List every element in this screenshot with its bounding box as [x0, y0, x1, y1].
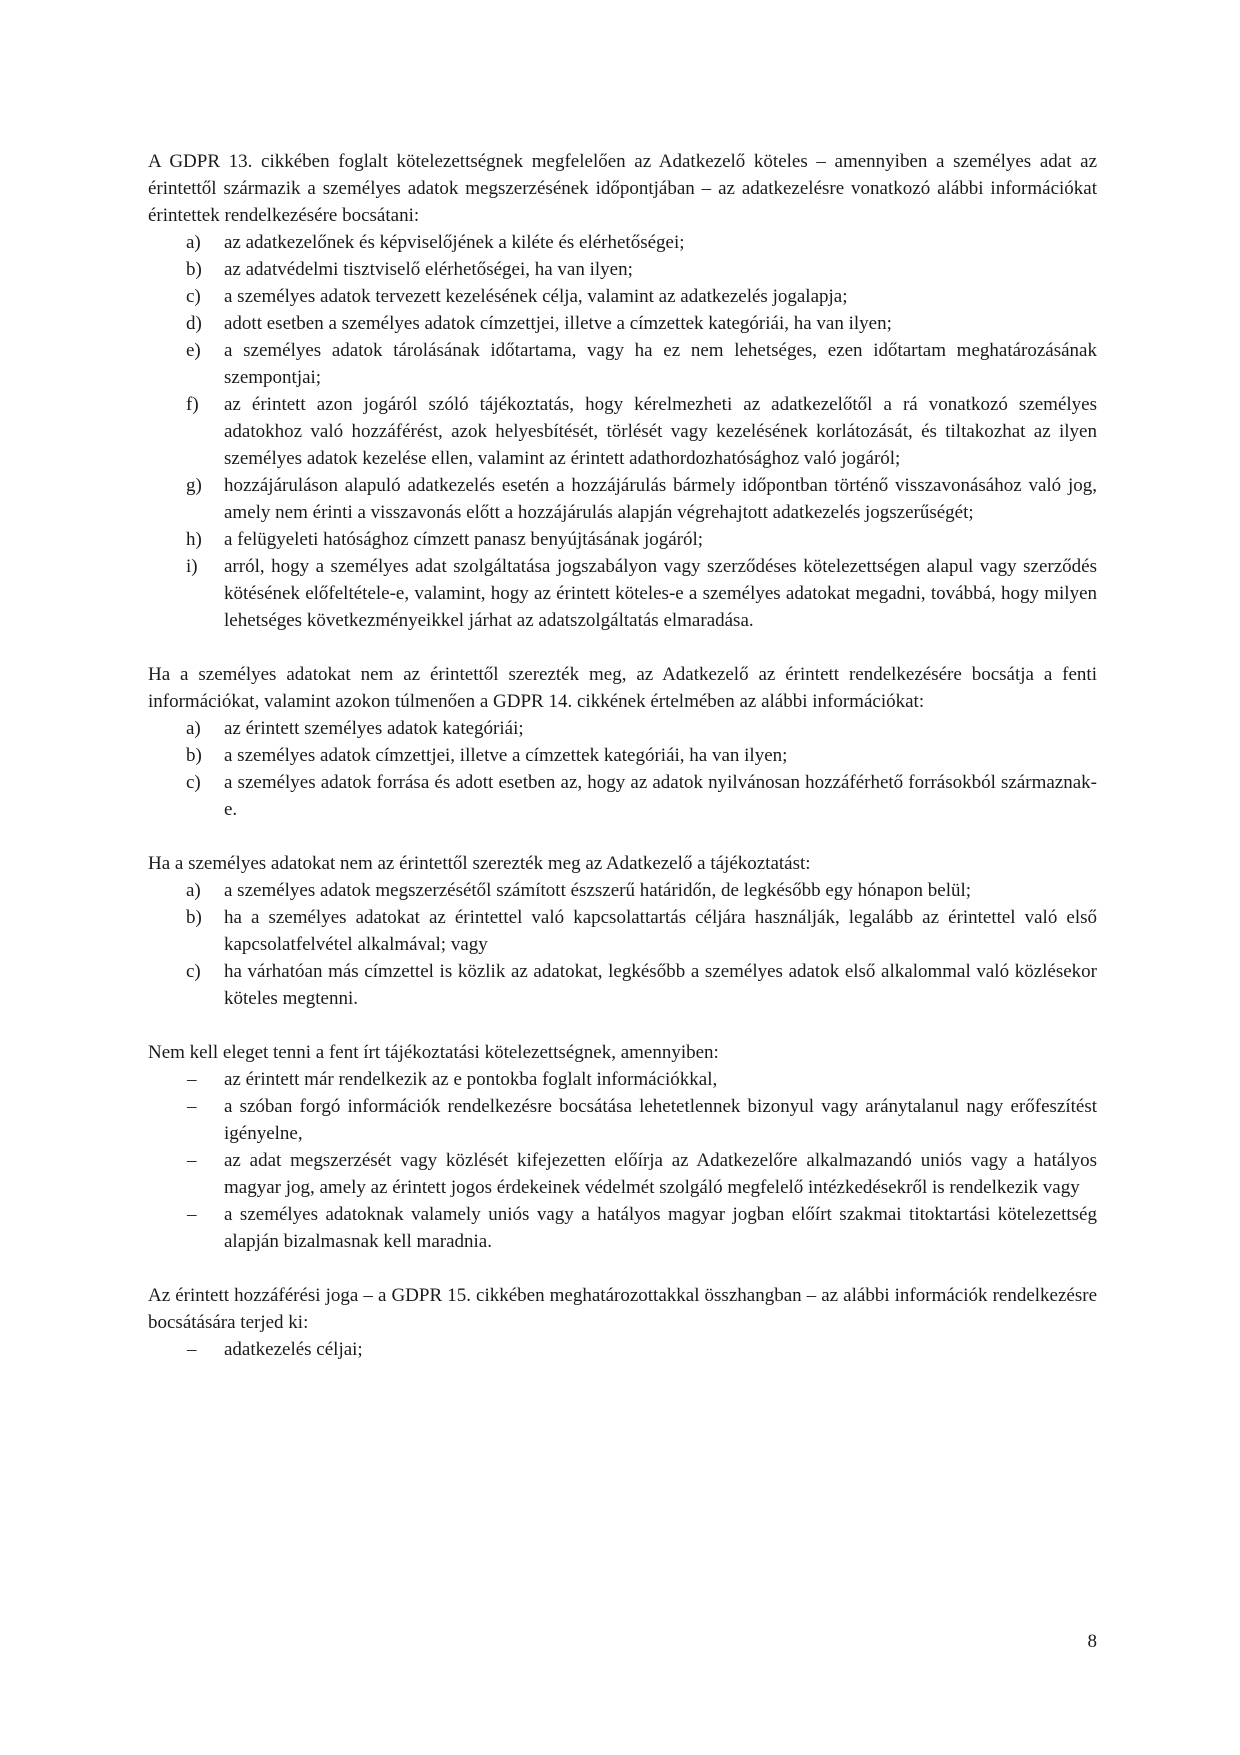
list-marker: a)	[186, 718, 201, 739]
list-item-text: arról, hogy a személyes adat szolgáltatása jogszabályon vagy szerződéses kötelezettségen alapul vagy szerződés kötésének előfeltétele-e, valamint, hogy az érintett köteles-e a személyes adatokat megadni, továbbá, hogy milyen lehetséges következményeikkel járhat az adatszolgáltatás elmaradása.	[224, 556, 1097, 631]
list-item-text: hozzájáruláson alapuló adatkezelés esetén a hozzájárulás bármely időpontban történő visszavonásához való jog, amely nem érinti a visszavonás előtt a hozzájárulás alapján végrehajtott adatkezelés jogszerűségét;	[224, 475, 1097, 523]
dash-marker: –	[187, 1096, 197, 1117]
list-item	[148, 715, 1097, 742]
list-marker: h)	[186, 529, 202, 550]
list-item	[148, 877, 1097, 904]
list-item-text: ha várhatóan más címzettel is közlik az adatokat, legkésőbb a személyes adatok első alkalommal való közlésekor köteles megtenni.	[224, 961, 1097, 1009]
page-number: 8	[1087, 1631, 1097, 1652]
list-item	[148, 1147, 1097, 1201]
paragraph-gdpr15-intro: Az érintett hozzáférési joga – a GDPR 15. cikkében meghatározottakkal összhangban – az alábbi információk rendelkezésre bocsátására terjed ki:	[148, 1285, 1097, 1333]
list-gdpr14-items	[148, 715, 1097, 823]
list-marker: e)	[186, 340, 201, 361]
list-item-text: ha a személyes adatokat az érintettel való kapcsolattartás céljára használják, legalább az érintettel való első kapcsolatfelvétel alkalmával; vagy	[224, 907, 1097, 955]
list-item-text: az adat megszerzését vagy közlését kifejezetten előírja az Adatkezelőre alkalmazandó uniós vagy a hatályos magyar jog, amely az érintett jogos érdekeinek védelmét szolgáló megfelelő intézkedésekről is rendelkezik vagy	[224, 1150, 1097, 1198]
list-item	[148, 1066, 1097, 1093]
list-timing-items	[148, 877, 1097, 1012]
list-item-text: adatkezelés céljai;	[224, 1339, 363, 1360]
list-marker: d)	[186, 313, 202, 334]
list-marker: c)	[186, 961, 201, 982]
list-exemption-items	[148, 1066, 1097, 1255]
list-item-text: az érintett személyes adatok kategóriái;	[224, 718, 524, 739]
paragraph-timing-intro: Ha a személyes adatokat nem az érintettől szerezték meg az Adatkezelő a tájékoztatást:	[148, 853, 811, 874]
list-marker: b)	[186, 259, 202, 280]
list-marker: g)	[186, 475, 202, 496]
list-marker: i)	[186, 556, 198, 577]
list-marker: b)	[186, 907, 202, 928]
list-item	[148, 1336, 1097, 1363]
list-item-text: az adatkezelőnek és képviselőjének a kiléte és elérhetőségei;	[224, 232, 685, 253]
list-item-text: a személyes adatok megszerzésétől számított észszerű határidőn, de legkésőbb egy hónapon belül;	[224, 880, 972, 901]
list-gdpr13-items	[148, 229, 1097, 634]
list-item	[148, 337, 1097, 391]
list-item	[148, 769, 1097, 823]
list-item	[148, 310, 1097, 337]
list-item	[148, 472, 1097, 526]
list-marker: b)	[186, 745, 202, 766]
list-item	[148, 904, 1097, 958]
paragraph-gdpr14-intro: Ha a személyes adatokat nem az érintettől szerezték meg, az Adatkezelő az érintett rendelkezésére bocsátja a fenti információkat, valamint azokon túlmenően a GDPR 14. cikkének értelmében az alábbi információkat:	[148, 664, 1097, 712]
list-item-text: a személyes adatok forrása és adott esetben az, hogy az adatok nyilvánosan hozzáférhető forrásokból származnak-e.	[224, 772, 1097, 820]
list-item-text: a személyes adatok tervezett kezelésének célja, valamint az adatkezelés jogalapja;	[224, 286, 848, 307]
list-item	[148, 1093, 1097, 1147]
list-item-text: az adatvédelmi tisztviselő elérhetőségei, ha van ilyen;	[224, 259, 633, 280]
list-marker: a)	[186, 880, 201, 901]
list-item-text: adott esetben a személyes adatok címzettjei, illetve a címzettek kategóriái, ha van ilyen;	[224, 313, 892, 334]
list-item	[148, 391, 1097, 472]
list-item	[148, 1201, 1097, 1255]
list-item-text: a személyes adatok tárolásának időtartama, vagy ha ez nem lehetséges, ezen időtartam meghatározásának szempontjai;	[224, 340, 1097, 388]
list-item	[148, 526, 1097, 553]
list-item-text: az érintett azon jogáról szóló tájékoztatás, hogy kérelmezheti az adatkezelőtől a rá vonatkozó személyes adatokhoz való hozzáférést, azok helyesbítését, törlését vagy kezelésének korlátozását, és tiltakozhat az ilyen személyes adatok kezelése ellen, valamint az érintett adathordozhatósághoz való jogáról;	[224, 394, 1097, 469]
list-gdpr15-items	[148, 1336, 1097, 1363]
list-item-text: a szóban forgó információk rendelkezésre bocsátása lehetetlennek bizonyul vagy aránytalanul nagy erőfeszítést igényelne,	[224, 1096, 1097, 1144]
list-item-text: az érintett már rendelkezik az e pontokba foglalt információkkal,	[224, 1069, 718, 1090]
list-item	[148, 256, 1097, 283]
paragraph-gdpr13-intro: A GDPR 13. cikkében foglalt kötelezettségnek megfelelően az Adatkezelő köteles – amennyiben a személyes adat az érintettől származik a személyes adatok megszerzésének időpontjában – az adatkezelésre vonatkozó alábbi információkat érintettek rendelkezésére bocsátani:	[148, 151, 1097, 226]
dash-marker: –	[187, 1150, 197, 1171]
list-item	[148, 283, 1097, 310]
list-marker: c)	[186, 286, 201, 307]
list-item-text: a személyes adatoknak valamely uniós vagy a hatályos magyar jogban előírt szakmai titoktartási kötelezettség alapján bizalmasnak kell maradnia.	[224, 1204, 1097, 1252]
dash-marker: –	[187, 1339, 197, 1360]
paragraph-exemption-intro: Nem kell eleget tenni a fent írt tájékoztatási kötelezettségnek, amennyiben:	[148, 1042, 719, 1063]
list-item	[148, 958, 1097, 1012]
list-marker: c)	[186, 772, 201, 793]
dash-marker: –	[187, 1069, 197, 1090]
list-item	[148, 742, 1097, 769]
list-item-text: a személyes adatok címzettjei, illetve a címzettek kategóriái, ha van ilyen;	[224, 745, 788, 766]
list-item	[148, 553, 1097, 634]
list-item	[148, 229, 1097, 256]
list-marker: f)	[186, 394, 199, 415]
dash-marker: –	[187, 1204, 197, 1225]
list-marker: a)	[186, 232, 201, 253]
list-item-text: a felügyeleti hatósághoz címzett panasz benyújtásának jogáról;	[224, 529, 704, 550]
